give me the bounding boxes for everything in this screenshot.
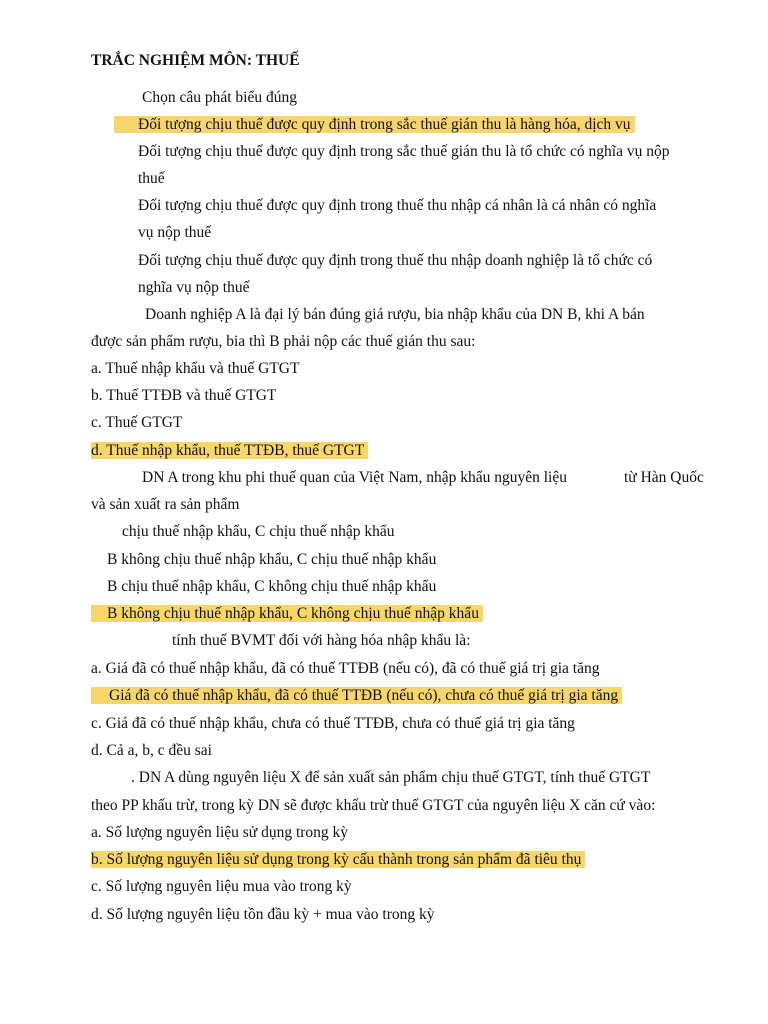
document-title: TRẮC NGHIỆM MÔN: THUẾ: [91, 52, 300, 69]
q1-option-3-line1: Đối tượng chịu thuế được quy định trong thuế thu nhập cá nhân là cá nhân có nghĩa: [138, 197, 657, 214]
q4-option-d: d. Cả a, b, c đều sai: [91, 742, 212, 759]
q2-prompt-line2: được sản phẩm rượu, bia thì B phải nộp các thuế gián thu sau:: [91, 333, 476, 350]
q3-prompt-line1b: từ Hàn Quốc: [624, 469, 704, 486]
q1-option-2-line2: thuế: [138, 170, 165, 187]
q3-option-1: chịu thuế nhập khẩu, C chịu thuế nhập khẩu: [122, 523, 395, 540]
q5-option-d: d. Số lượng nguyên liệu tồn đầu kỳ + mua vào trong kỳ: [91, 906, 435, 923]
q3-prompt-line2: và sản xuất ra sản phẩm: [91, 496, 240, 513]
q2-option-a: a. Thuế nhập khẩu và thuế GTGT: [91, 360, 300, 377]
q2-prompt-line1: Doanh nghiệp A là đại lý bán đúng giá rượu, bia nhập khẩu của DN B, khi A bán: [145, 306, 645, 323]
q2-option-d-highlighted: [91, 441, 368, 461]
q5-option-c: c. Số lượng nguyên liệu mua vào trong kỳ: [91, 878, 352, 895]
q1-option-1-text: Đối tượng chịu thuế được quy định trong sắc thuế gián thu là hàng hóa, dịch vụ: [138, 116, 631, 133]
q3-prompt-line1a: DN A trong khu phi thuế quan của Việt Nam, nhập khẩu nguyên liệu: [142, 469, 567, 486]
q4-option-b-text: Giá đã có thuế nhập khẩu, đã có thuế TTĐB (nếu có), chưa có thuế giá trị gia tăng: [109, 687, 619, 704]
q2-option-c: c. Thuế GTGT: [91, 414, 183, 431]
q2-option-b: b. Thuế TTĐB và thuế GTGT: [91, 387, 277, 404]
q1-option-4-line2: nghĩa vụ nộp thuế: [138, 279, 250, 296]
q5-prompt-line2: theo PP khấu trừ, trong kỳ DN sẽ được khấu trừ thuế GTGT của nguyên liệu X căn cứ vào:: [91, 797, 656, 814]
q1-option-1-highlighted: [114, 115, 635, 135]
q1-option-2-line1: Đối tượng chịu thuế được quy định trong sắc thuế gián thu là tổ chức có nghĩa vụ nộp: [138, 143, 670, 160]
q1-option-4-line1: Đối tượng chịu thuế được quy định trong thuế thu nhập doanh nghiệp là tổ chức có: [138, 252, 653, 269]
q5-option-b-text: b. Số lượng nguyên liệu sử dụng trong kỳ cấu thành trong sản phẩm đã tiêu thụ: [91, 851, 582, 868]
q4-option-a: a. Giá đã có thuế nhập khẩu, đã có thuế TTĐB (nếu có), đã có thuế giá trị gia tăng: [91, 660, 600, 677]
q1-option-3-line2: vụ nộp thuế: [138, 224, 212, 241]
q3-option-4-text: B không chịu thuế nhập khẩu, C không chịu thuế nhập khẩu: [107, 605, 479, 622]
q4-option-c: c. Giá đã có thuế nhập khẩu, chưa có thuế TTĐB, chưa có thuế giá trị gia tăng: [91, 715, 575, 732]
q3-option-3: B chịu thuế nhập khẩu, C không chịu thuế nhập khẩu: [107, 578, 437, 595]
q4-prompt: tính thuế BVMT đối với hàng hóa nhập khẩu là:: [172, 632, 471, 649]
q1-prompt: Chọn câu phát biểu đúng: [142, 89, 297, 106]
q5-prompt-line1: . DN A dùng nguyên liệu X để sản xuất sản phẩm chịu thuế GTGT, tính thuế GTGT: [131, 769, 651, 786]
q4-option-b-highlighted: [91, 686, 622, 706]
q3-option-4-highlighted: [91, 604, 483, 624]
q5-option-b-highlighted: [91, 850, 585, 870]
q5-option-a: a. Số lượng nguyên liệu sử dụng trong kỳ: [91, 824, 349, 841]
q2-option-d-text: d. Thuế nhập khẩu, thuế TTĐB, thuế GTGT: [91, 442, 365, 459]
q3-option-2: B không chịu thuế nhập khẩu, C chịu thuế nhập khẩu: [107, 551, 437, 568]
